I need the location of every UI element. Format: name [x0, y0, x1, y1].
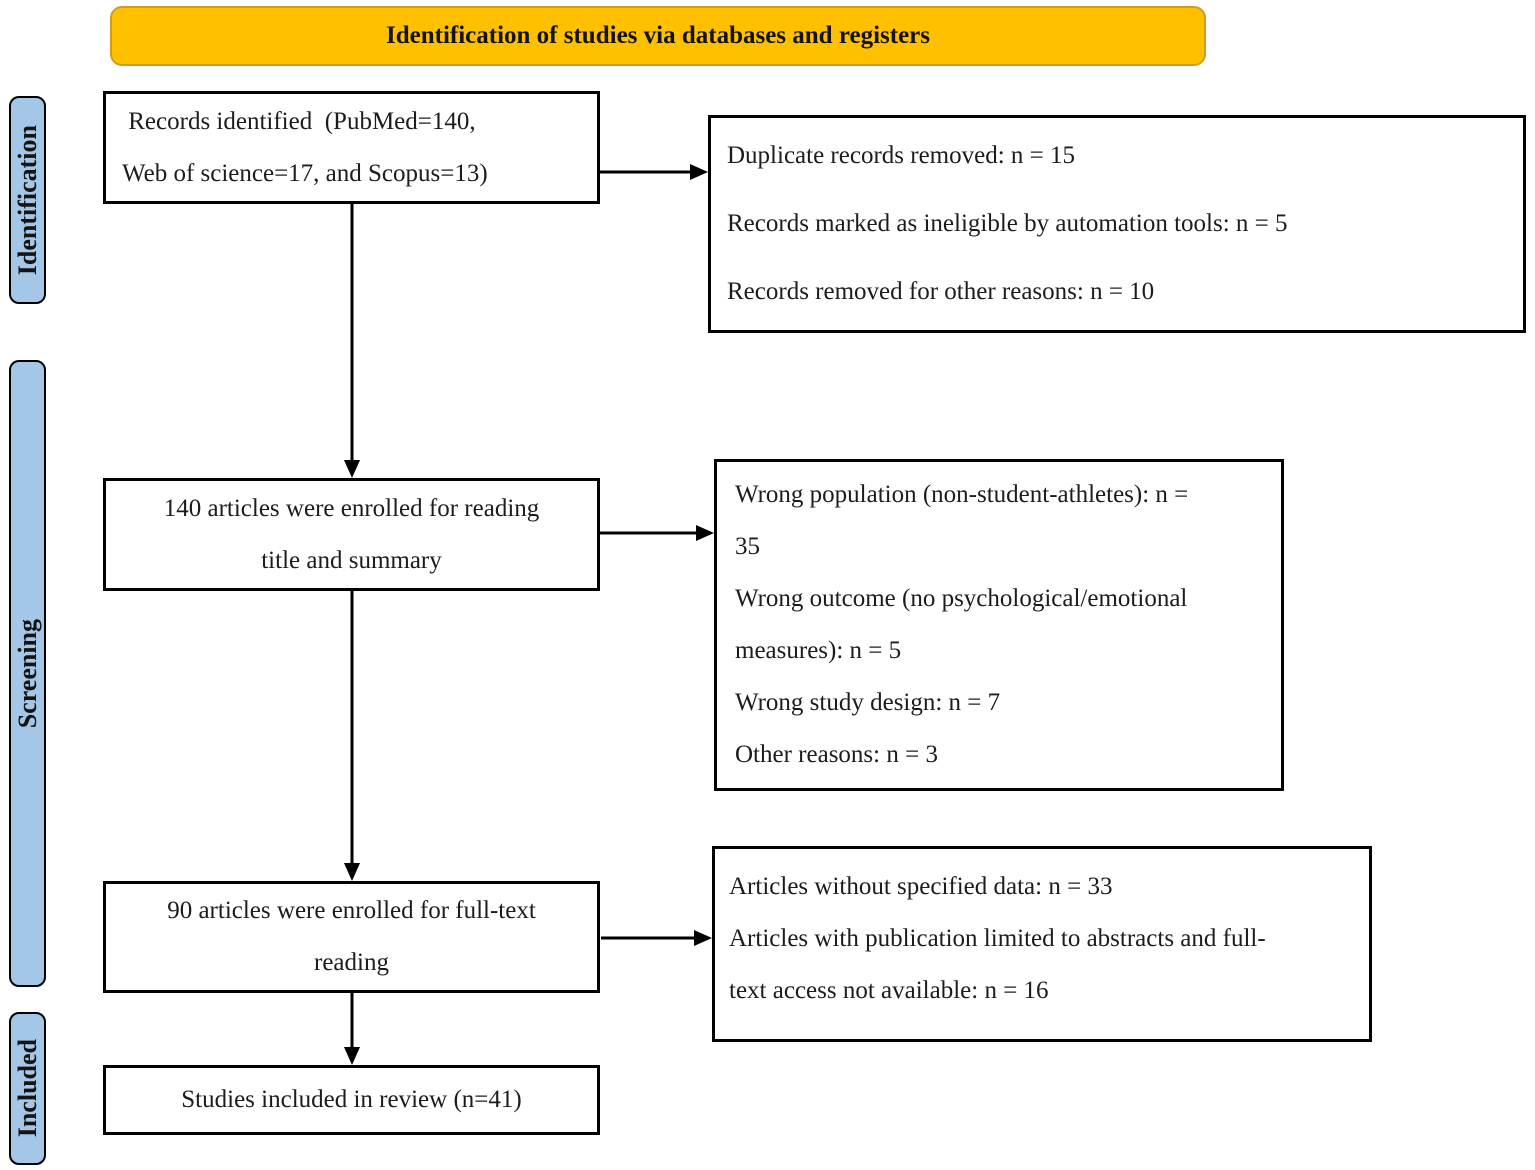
full-text-line-1: 90 articles were enrolled for full-text [167, 897, 536, 924]
screening-excluded-line-3: Wrong outcome (no psychological/emotional [735, 585, 1188, 612]
records-removed-line-3: Records removed for other reasons: n = 10 [727, 278, 1155, 305]
stage-label-screening [9, 360, 46, 987]
box-title-summary-screening [103, 478, 600, 591]
screening-excluded-line-4: measures): n = 5 [735, 637, 902, 664]
title-summary-line-1: 140 articles were enrolled for reading [163, 494, 540, 522]
records-removed-line-1: Duplicate records removed: n = 15 [727, 142, 1076, 169]
screening-excluded-line-6: Other reasons: n = 3 [735, 741, 938, 768]
stage-label-included [9, 1012, 46, 1165]
full-text-excluded-line-3: text access not available: n = 16 [729, 977, 1049, 1004]
records-identified-line-1: Records identified (PubMed=140, [122, 107, 476, 135]
screening-excluded-line-2: 35 [735, 533, 760, 560]
studies-included-line-1: Studies included in review (n=41) [181, 1086, 522, 1113]
box-full-text-reading [103, 881, 600, 993]
stage-screening-text: Screening [12, 618, 42, 729]
full-text-excluded-line-2: Articles with publication limited to abstracts and full- [729, 925, 1266, 952]
box-records-removed [708, 115, 1526, 333]
stage-label-identification [9, 96, 46, 304]
records-removed-line-2: Records marked as ineligible by automation tools: n = 5 [727, 210, 1288, 237]
full-text-excluded-line-1: Articles without specified data: n = 33 [729, 873, 1113, 900]
box-records-identified [103, 91, 600, 204]
box-screening-excluded [714, 459, 1284, 791]
screening-excluded-line-5: Wrong study design: n = 7 [735, 689, 1001, 716]
title-summary-line-2: title and summary [261, 546, 442, 574]
full-text-line-2: reading [314, 949, 389, 976]
stage-included-text: Included [12, 1039, 42, 1138]
banner-title: Identification of studies via databases and registers [385, 22, 930, 49]
banner-identification-of-studies [110, 6, 1206, 66]
box-studies-included [103, 1065, 600, 1135]
screening-excluded-line-1: Wrong population (non-student-athletes): n = [735, 481, 1189, 508]
stage-identification-text: Identification [12, 124, 42, 276]
records-identified-line-2: Web of science=17, and Scopus=13) [122, 159, 488, 187]
box-full-text-excluded [712, 846, 1372, 1042]
